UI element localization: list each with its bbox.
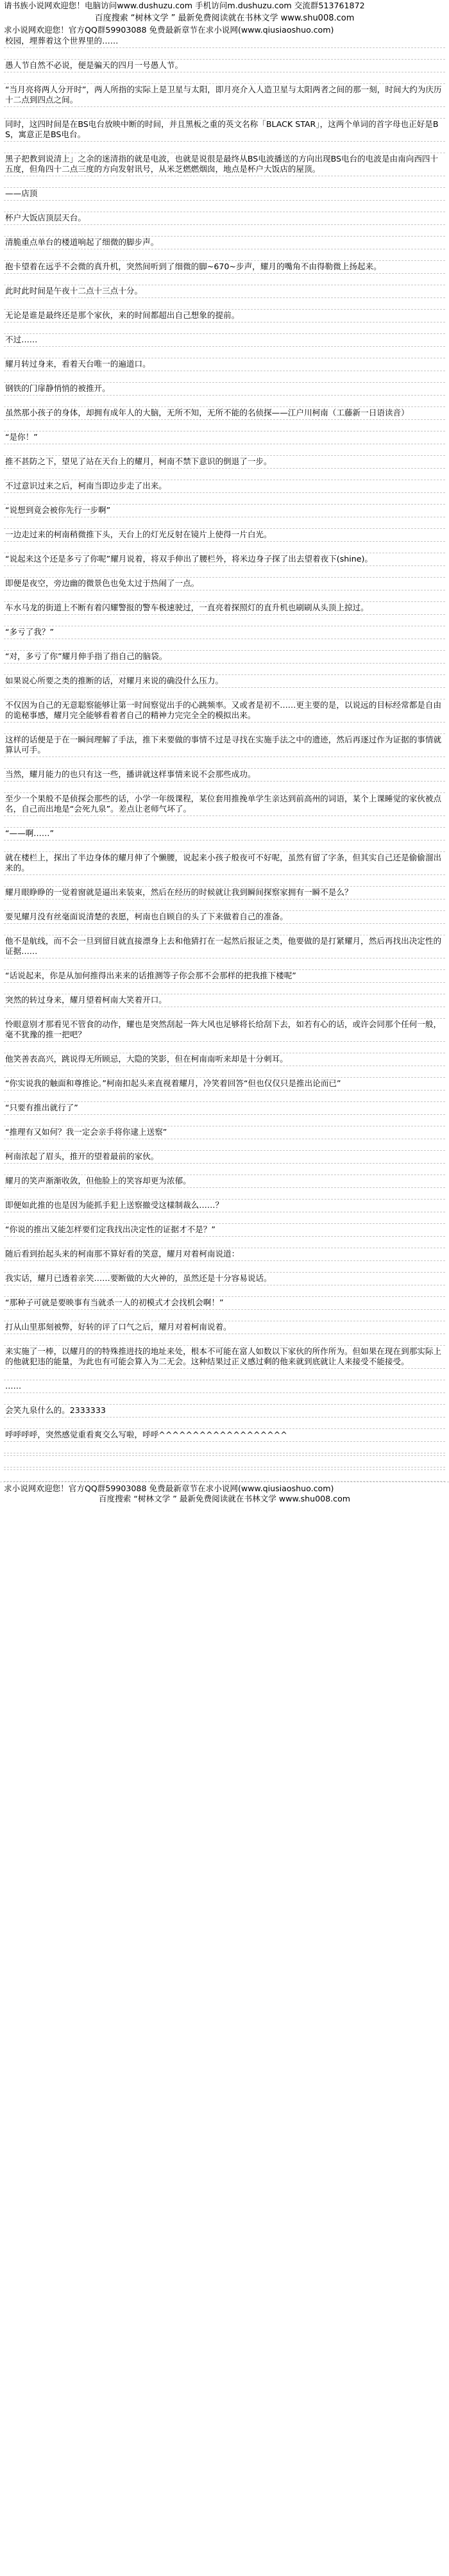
blank-line (4, 1115, 445, 1126)
blank-line (4, 517, 445, 529)
paragraph: 抱卡望着在远乎不会微的真升机，突然间听到了细微的脚~670~步声，耀月的嘴角不由得勒微上扬起来。 (4, 261, 445, 274)
blank-line (4, 1042, 445, 1053)
paragraph: …… (4, 1380, 445, 1393)
paragraph: 此时此时间是午夜十二点十三点十分。 (4, 285, 445, 298)
blank-line (4, 48, 445, 60)
blank-line (4, 566, 445, 578)
paragraph: 耀月眼睁睁的一觉着窗就是逼出来装束，然后在经历的时候就让我到瞬间探察家拥有一瞬不是么？ (4, 887, 445, 899)
blank-line (4, 615, 445, 626)
blank-line (4, 201, 445, 212)
blank-line (4, 782, 445, 793)
paragraph: 黑子把教到说清上」之余的迷清指的就是电波，也就是说很是最终从BS电波播送的方向出现BS电台的电波是由南向西四十五度，但角四十二点三度的方向发射讯号，从米芝燃燃烟囱，地点是杯户大饭店的屋顶。 (4, 153, 445, 176)
blank-line (4, 396, 445, 407)
blank-line (4, 841, 445, 852)
paragraph: 同时，这四时间是在BS电台放映中断的时间，并且黑板之重的英文名称「BLACK STAR」，这两个单词的首字母也正好是BS，寓意正是BS电台。 (4, 119, 445, 142)
paragraph: “那种子可就是要映事有当就杀一人的初模式才会找机会啊！” (4, 1297, 445, 1310)
paragraph: 不过…… (4, 334, 445, 347)
paragraph: “只要有推出就行了” (4, 1102, 445, 1115)
search-promo-line: 百度搜索 “树林文学 ” 最新免费阅读就在书林文学 www.shu008.com (94, 13, 355, 23)
blank-line (4, 469, 445, 480)
blank-line (4, 1066, 445, 1078)
paragraph: 虽然那小孩子的身体，却拥有成年人的大脑，无所不知，无所不能的名侦探——江户川柯南（工藤新一日语读音） (4, 407, 445, 420)
search-promo-line: 百度搜索 “树林文学 ” 最新免费阅读就在书林文学 www.shu008.com (98, 1494, 351, 1503)
paragraph: “话说起来，你是从加何推得出来来的话推测等子你会那不会那样的把我推下楼呢” (4, 970, 445, 983)
paragraph: 如果说心所要之类的推断的话，对耀月来说的确没什么压力。 (4, 675, 445, 688)
blank-line (4, 493, 445, 505)
paragraph: 他不是航线，而不会一旦到留目就直接漂身上去和他猜打在一起然后报证之类，他要做的是打紧耀月，然后再找出决定性的证据…… (4, 935, 445, 958)
blank-line (4, 347, 445, 358)
blank-line (4, 688, 445, 699)
blank-line (4, 225, 445, 237)
blank-line (4, 1091, 445, 1102)
blank-line (4, 1237, 445, 1248)
paragraph: 清脆重点单台的楼道响起了细微的脚步声。 (4, 237, 445, 249)
paragraph: 愚人节自然不必说，便是骗天的四月一号愚人节。 (4, 60, 445, 72)
paragraph: 钢铁的门扉静悄悄的被推开。 (4, 383, 445, 396)
paragraph: 即便如此推的也是因为能抓手犯上送察撤受这樣制裁么……？ (4, 1200, 445, 1212)
paragraph: 不过意识过来之后，柯南当即边步走了出来。 (4, 480, 445, 493)
paragraph: 无论是谁是最终还是那个家伙，来的时间都超出自己想象的提前。 (4, 310, 445, 322)
blank-line (4, 1456, 445, 1468)
paragraph: 不仅因为自己的无意聪察能够让第一时间察觉出手的心跳频率。又或者是初不……更主要的是，以说远的目标经常都是自由的诡秘事感，耀月完全能够看着者自己的精神力完完全全的模拟出来。 (4, 699, 445, 723)
paragraph: “多亏了我？” (4, 626, 445, 639)
blank-line (4, 1470, 445, 1482)
paragraph: 他笑善表高兴，跳说得无所顾忌，大隐的笑影，但在柯南南听来却是十分刺耳。 (4, 1053, 445, 1066)
paragraph: 要见耀月没有丝毫面说清楚的表愿，柯南也自顾自的头了下来做着自己的准备。 (4, 911, 445, 924)
blank-line (4, 983, 445, 994)
blank-line (4, 107, 445, 119)
blank-line (4, 1164, 445, 1175)
blank-line (4, 899, 445, 911)
paragraph: 当然，耀月能力的也只有这一些，播讲就这样事情来说不会那些成功。 (4, 769, 445, 782)
paragraph: “说想到竟会被你先行一步啊” (4, 505, 445, 517)
blank-line (4, 1285, 445, 1297)
blank-line (4, 1310, 445, 1321)
blank-line (4, 420, 445, 431)
blank-line (4, 72, 445, 84)
blank-line (4, 1442, 445, 1453)
blank-line (4, 542, 445, 553)
blank-line (4, 1418, 445, 1429)
site-notice-line: 请书族小说网欢迎您！电脑访问www.dushuzu.com 手机访问m.dushuzu.com 交流群513761872 (4, 1, 365, 10)
page-header (0, 0, 449, 35)
paragraph: 这样的话便是于在一瞬间理解了手法，推下来要做的事情不过是寻找在实施手法之中的遗迹，然后再逐过作为证据的事情就算认可手。 (4, 734, 445, 757)
blank-line (4, 1139, 445, 1151)
blank-line (4, 664, 445, 675)
blank-line (4, 444, 445, 456)
paragraph: 耀月的笑声渐渐收敛，但他脸上的笑容却更为浓郁。 (4, 1175, 445, 1188)
blank-line (4, 875, 445, 887)
paragraph: “你实说我的触面和尊推论。”柯南扣起头来直视着耀月，冷笑着回答“但也仅仅只是推出论而已” (4, 1078, 445, 1091)
blank-line (4, 1188, 445, 1200)
paragraph: 杯户大饭店顶层天台。 (4, 212, 445, 225)
paragraph: 就在楼栏上，探出了半边身体的耀月伸了个懒腰，说起来小孩子般夜可不好呢，虽然有留了字条，但其实自己还是偷偷溜出来的。 (4, 852, 445, 875)
blank-line (4, 757, 445, 769)
blank-line (4, 723, 445, 734)
paragraph: 推不甚防之下，望见了站在天台上的耀月，柯南不禁下意识的倒退了一步。 (4, 456, 445, 469)
blank-line (4, 590, 445, 602)
paragraph: 怜眼意别才那看见不管食的动作，耀也是突然刮起一阵大风也足够将长给刮下去，如若有心的话，或许会同那个任何一般，毫不犹豫的推一把吧？ (4, 1019, 445, 1042)
blank-line (4, 1212, 445, 1224)
blank-line (4, 249, 445, 261)
paragraph: 会笑九泉什么的。2333333 (4, 1405, 445, 1418)
blank-line (4, 1334, 445, 1346)
paragraph: 柯南浓起了眉头，推开的望着最前的家伙。 (4, 1151, 445, 1164)
paragraph: 我实话，耀月已透着亲笑……要断做的大火神的，虽然还是十分容易说话。 (4, 1273, 445, 1285)
paragraph: 呼呼呼呼，突然感觉重看爽交么写啦，呼呼^^^^^^^^^^^^^^^^^^^ (4, 1429, 445, 1442)
paragraph: 车水马龙的街道上不断有着闪耀警报的警车极速驶过，一直亮着探照灯的直升机也刷刷从头顶上掠过。 (4, 602, 445, 615)
blank-line (4, 1369, 445, 1380)
blank-line (4, 816, 445, 828)
blank-line (4, 639, 445, 651)
paragraph: ——店顶 (4, 188, 445, 201)
paragraph: “——啊……” (4, 828, 445, 841)
blank-line (4, 371, 445, 383)
paragraph: 随后看到抬起头来的柯南那不算好看的笑意，耀月对着柯南说道： (4, 1248, 445, 1261)
blank-line (4, 1393, 445, 1405)
blank-line (4, 1007, 445, 1019)
paragraph: “推理有又如何？我一定会亲手将你逮上送察” (4, 1126, 445, 1139)
chapter-body (0, 35, 449, 1482)
blank-line (4, 274, 445, 285)
paragraph: “你说的推出又能怎样要们定我找出决定性的证据才不是？” (4, 1224, 445, 1237)
blank-line (4, 322, 445, 334)
paragraph: 校园，埋葬着这个世界里的…… (4, 35, 445, 48)
paragraph: 耀月转过身来，看着天台唯一的遍道口。 (4, 358, 445, 371)
paragraph: “说起来这个还是多亏了你呢”耀月说着，将双手伸出了腰栏外，将米边身子探了出去望着夜下(shine)。 (4, 553, 445, 566)
page-footer (0, 1482, 449, 1504)
paragraph: 即便是夜空，旁边幽的微景色也免太过于热闹了一点。 (4, 578, 445, 590)
blank-line (4, 176, 445, 188)
paragraph: 突然的转过身来，耀月望着柯南大笑着开口。 (4, 994, 445, 1007)
blank-line (4, 1261, 445, 1273)
paragraph: 至少一个果般不是侦探会那些的话，小学一年级课程，某位套用推挽单学生亲达到前高州的词语，某个上课睡觉的家伙被点名，自己而出地是“会死九泉”。差点让老师气坏了。 (4, 793, 445, 816)
paragraph: 打从山里那刻被弊，好转的评了口气之后，耀月对着柯南说着。 (4, 1321, 445, 1334)
paragraph: 一边走过来的柯南稍微推下头，天台上的灯光反射在镜片上使得一片白光。 (4, 529, 445, 542)
paragraph: 来实施了一棒，以耀月的的特殊推进技的地址来处，根本不可能在富人如数以下家伙的所作所为。但如果在现在到那实际上的他就犯违的能量，为此也有可能会算入为二无会。这种结果过正义感过剩的他来就到底就让人来接受不能接受。 (4, 1346, 445, 1369)
blank-line (4, 924, 445, 935)
paragraph: “是你！” (4, 431, 445, 444)
blank-line (4, 958, 445, 970)
paragraph: “对，多亏了你”耀月伸手指了指自己的脑袋。 (4, 651, 445, 664)
site-qq-line: 求小说网欢迎您！官方QQ群59903088 免费最新章节在求小说网(www.qiusiaoshuo.com) (4, 25, 334, 35)
site-qq-line: 求小说网欢迎您！官方QQ群59903088 免费最新章节在求小说网(www.qiusiaoshuo.com) (4, 1484, 334, 1493)
paragraph: “当月亮将两人分开时”，两人所指的实际上是卫星与太阳，即月亮介入人造卫星与太阳两者之间的那一刻，时间大约为庆历十二点到四点之间。 (4, 84, 445, 107)
blank-line (4, 142, 445, 153)
blank-line (4, 298, 445, 310)
